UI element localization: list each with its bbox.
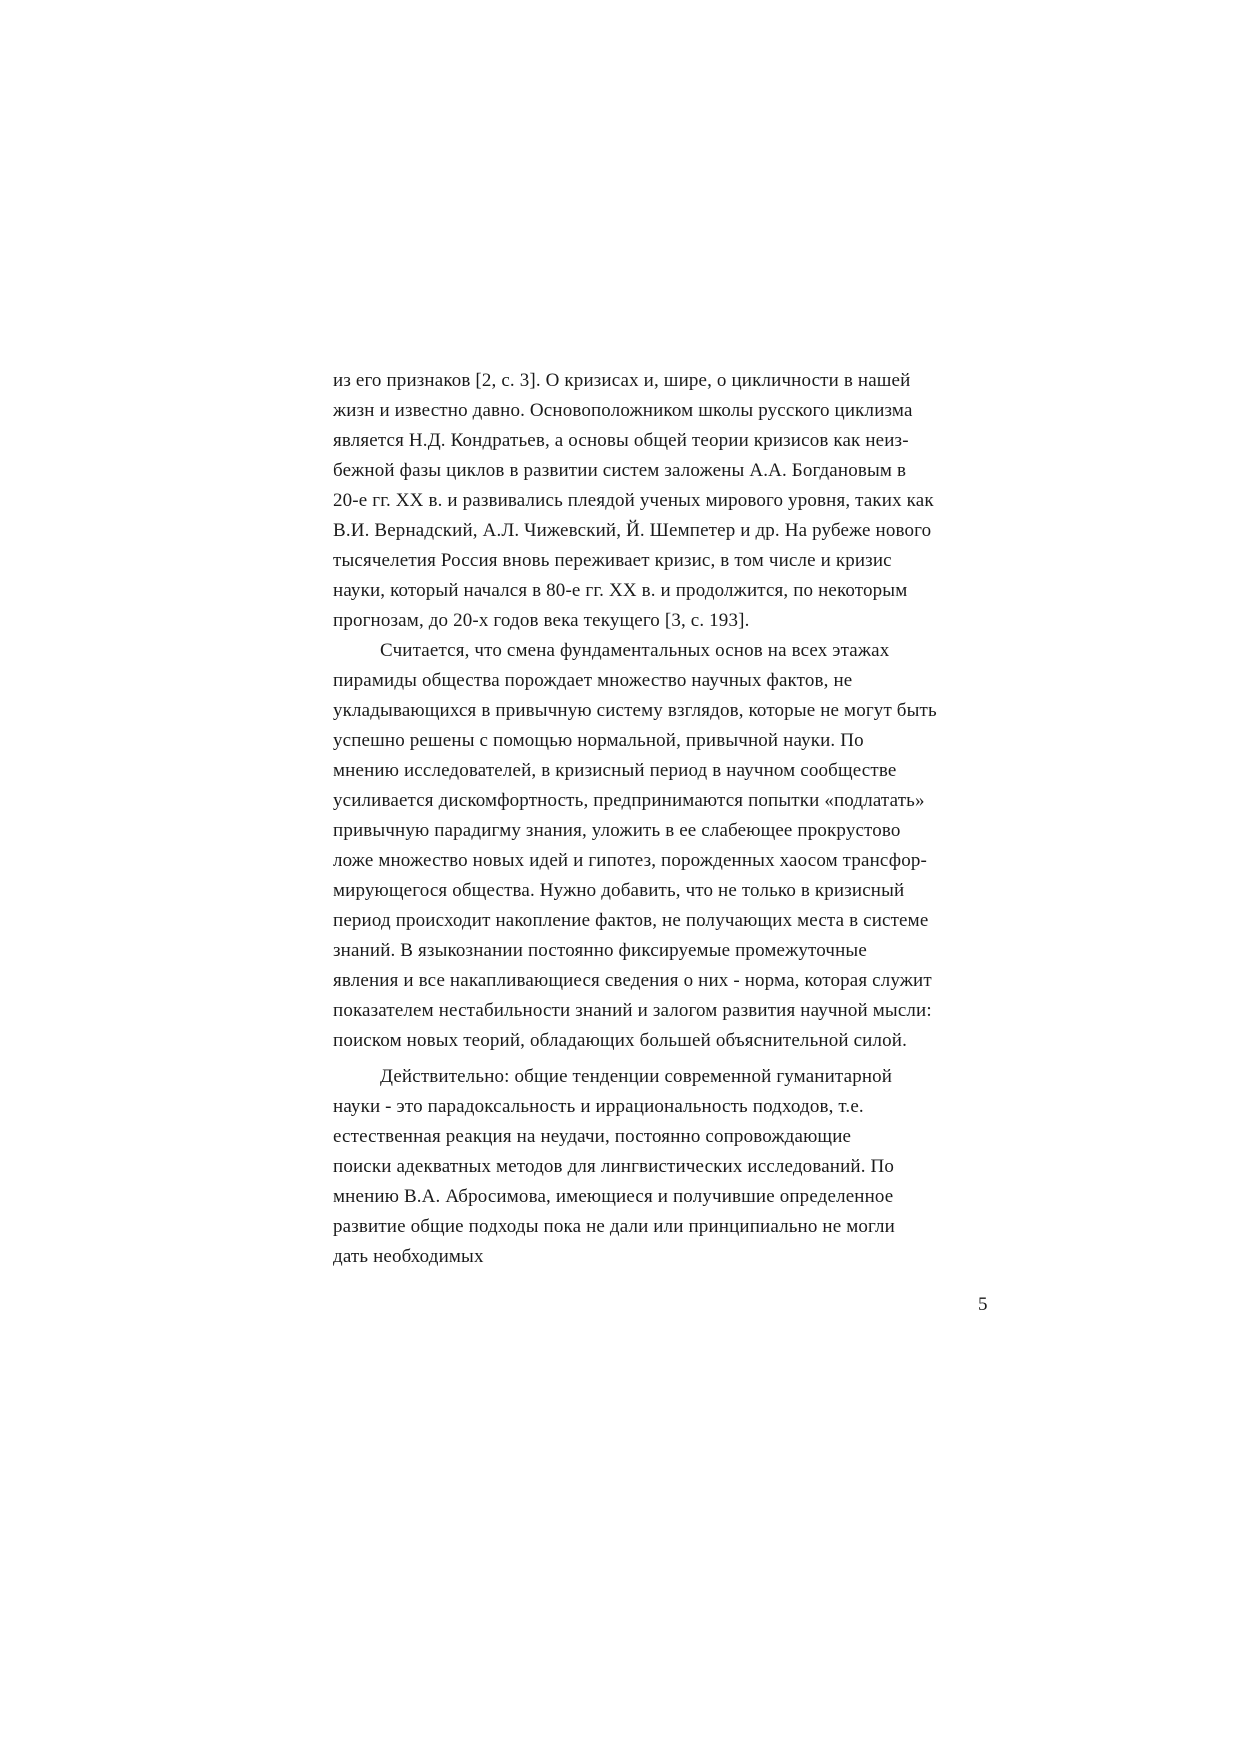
text-line: развитие общие подходы пока не дали или принципиально не могли <box>333 1216 895 1237</box>
text-line: жизн и известно давно. Основоположником школы русского циклизма <box>333 400 913 421</box>
paragraph-3 <box>333 1062 998 1272</box>
text-line: ложе множество новых идей и гипотез, порожденных хаосом трансфор- <box>333 850 927 871</box>
text-line: мнению В.А. Абросимова, имеющиеся и получившие определенное <box>333 1186 894 1207</box>
text-line: бежной фазы циклов в развитии систем заложены А.А. Богдановым в <box>333 460 907 481</box>
text-line: Считается, что смена фундаментальных основ на всех этажах <box>380 640 890 661</box>
text-line: мирующегося общества. Нужно добавить, что не только в кризисный <box>333 880 905 901</box>
text-line: естественная реакция на неудачи, постоянно сопровождающие <box>333 1126 852 1147</box>
text-line: из его признаков [2, с. 3]. О кризисах и, шире, о цикличности в нашей <box>333 370 911 391</box>
text-line: успешно решены с помощью нормальной, привычной науки. По <box>333 730 864 751</box>
text-line: пирамиды общества порождает множество научных фактов, не <box>333 670 853 691</box>
text-line: прогнозам, до 20-х годов века текущего [3, с. 193]. <box>333 610 750 631</box>
text-line: усиливается дискомфортность, предпринимаются попытки «подлатать» <box>333 790 925 811</box>
paragraph-2 <box>333 636 998 1056</box>
text-line: поиском новых теорий, обладающих большей объяснительной силой. <box>333 1030 907 1051</box>
text-line: явления и все накапливающиеся сведения о них - норма, которая служит <box>333 970 932 991</box>
paragraph-1 <box>333 366 998 636</box>
text-line: является Н.Д. Кондратьев, а основы общей теории кризисов как неиз- <box>333 430 909 451</box>
text-line: Действительно: общие тенденции современной гуманитарной <box>380 1066 893 1087</box>
text-line: науки - это парадоксальность и иррациональность подходов, т.е. <box>333 1096 864 1117</box>
body-text <box>333 366 998 1272</box>
text-line: показателем нестабильности знаний и залогом развития научной мысли: <box>333 1000 932 1021</box>
text-line: науки, который начался в 80-е гг. XX в. и продолжится, по некоторым <box>333 580 908 601</box>
text-line: период происходит накопление фактов, не получающих места в системе <box>333 910 929 931</box>
page-number: 5 <box>978 1294 988 1315</box>
text-line: знаний. В языкознании постоянно фиксируемые промежуточные <box>333 940 867 961</box>
text-line: 20-е гг. XX в. и развивались плеядой ученых мирового уровня, таких как <box>333 490 934 511</box>
text-line: мнению исследователей, в кризисный период в научном сообществе <box>333 760 897 781</box>
text-line: привычную парадигму знания, уложить в ее слабеющее прокрустово <box>333 820 901 841</box>
text-line: тысячелетия Россия вновь переживает кризис, в том числе и кризис <box>333 550 892 571</box>
text-line: поиски адекватных методов для лингвистических исследований. По <box>333 1156 895 1177</box>
text-line: укладывающихся в привычную систему взглядов, которые не могут быть <box>333 700 937 721</box>
text-line: дать необходимых <box>333 1246 484 1267</box>
text-line: В.И. Вернадский, А.Л. Чижевский, Й. Шемпетер и др. На рубеже нового <box>333 520 932 541</box>
